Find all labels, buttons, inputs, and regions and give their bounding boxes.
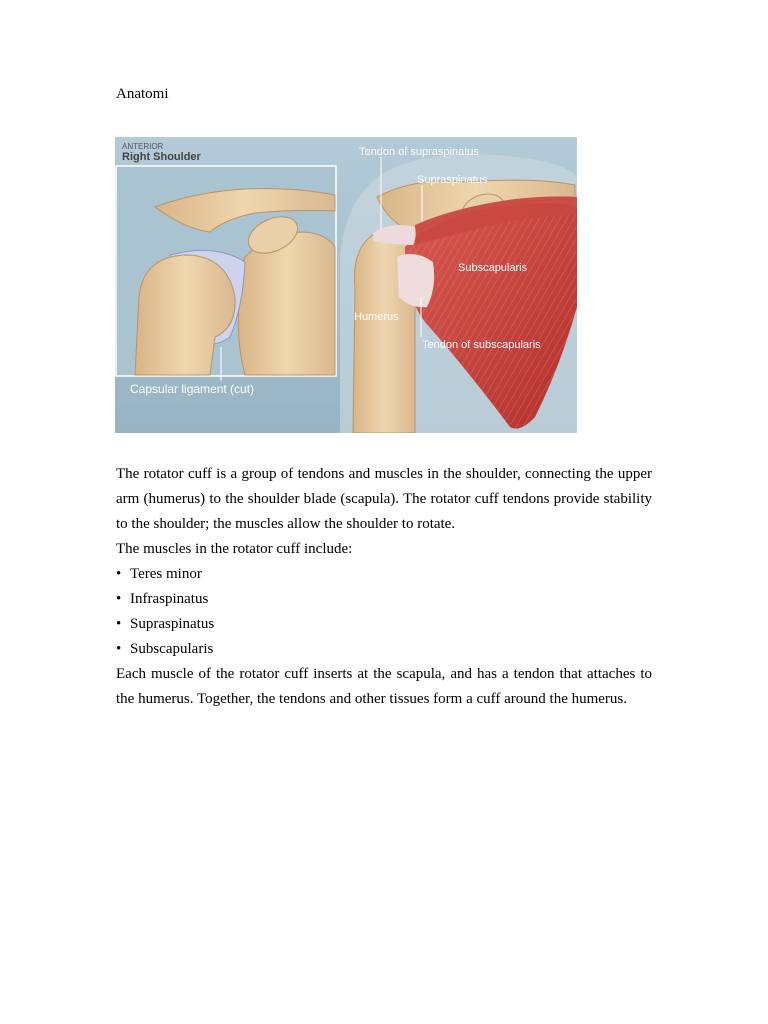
list-item-label: Supraspinatus	[130, 616, 215, 632]
body-text	[116, 462, 652, 712]
list-item	[116, 637, 652, 662]
list-item-label: Infraspinatus	[130, 591, 209, 607]
label-tendon-subscapularis: Tendon of subscapularis	[422, 339, 541, 351]
page-heading: Anatomi	[116, 86, 169, 102]
bullet-icon: •	[116, 566, 122, 582]
intro-paragraph: The rotator cuff is a group of tendons and muscles in the shoulder, connecting the upper arm (humerus) to the shoulder blade (scapula). The rotator cuff tendons provide stability to the shoulder; the muscles allow the shoulder to rotate.	[116, 466, 652, 532]
list-item-label: Teres minor	[130, 566, 202, 582]
list-item	[116, 587, 652, 612]
label-capsular-ligament: Capsular ligament (cut)	[130, 382, 255, 396]
closing-paragraph: Each muscle of the rotator cuff inserts at the scapula, and has a tendon that attaches to the humerus. Together, the tendons and other tissues form a cuff around the humerus.	[116, 666, 652, 707]
tendon-subscapularis-shape	[397, 254, 434, 307]
anterior-label: ANTERIOR	[122, 142, 164, 151]
muscle-list	[116, 562, 652, 662]
label-subscapularis: Subscapularis	[458, 262, 528, 274]
list-item	[116, 612, 652, 637]
list-item-label: Subscapularis	[130, 641, 214, 657]
rotator-cuff-illustration	[115, 137, 577, 433]
label-supraspinatus: Supraspinatus	[417, 174, 488, 186]
label-tendon-supraspinatus: Tendon of supraspinatus	[359, 146, 479, 158]
bullet-icon: •	[116, 591, 122, 607]
label-humerus: Humerus	[354, 311, 399, 323]
list-item	[116, 562, 652, 587]
right-shoulder-label: Right Shoulder	[122, 151, 201, 163]
bullet-icon: •	[116, 641, 122, 657]
scapula-inset	[238, 232, 335, 375]
list-intro: The muscles in the rotator cuff include:	[116, 541, 353, 557]
bullet-icon: •	[116, 616, 122, 632]
